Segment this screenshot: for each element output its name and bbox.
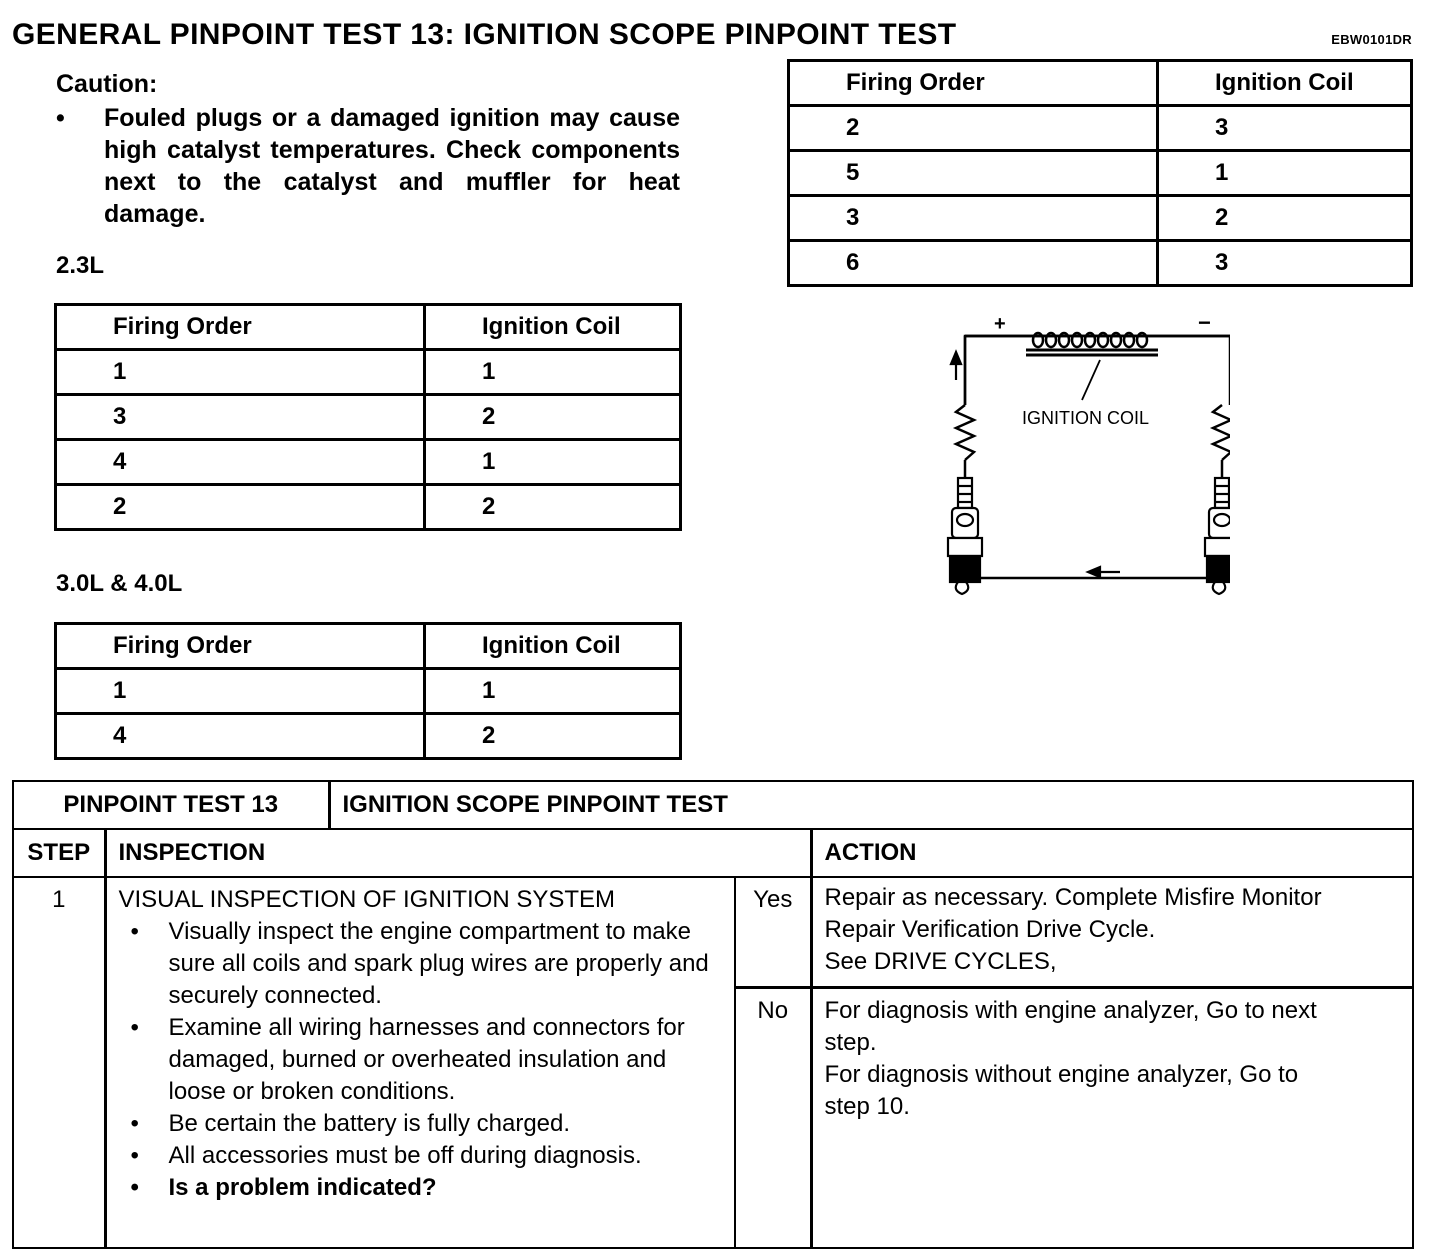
column-header-action: ACTION: [811, 829, 1413, 877]
pinpoint-test-name: IGNITION SCOPE PINPOINT TEST: [329, 781, 1413, 829]
table-row: [56, 485, 681, 530]
document-code: EBW0101DR: [1331, 32, 1412, 47]
header-ignition-coil: Ignition Coil: [1158, 61, 1412, 106]
no-action-line: step.: [824, 1029, 877, 1056]
table-row: [56, 395, 681, 440]
pinpoint-test-id: PINPOINT TEST 13: [13, 781, 329, 829]
table-row: [789, 106, 1412, 151]
cell-ignition-coil: 2: [425, 485, 681, 530]
table-row: [56, 440, 681, 485]
table-row: [789, 196, 1412, 241]
left-resistor: [956, 405, 974, 460]
cell-ignition-coil: 2: [425, 714, 681, 759]
inspection-list: [119, 916, 727, 1204]
firing-order-table-2-3l: [54, 303, 682, 531]
no-action-line: For diagnosis without engine analyzer, Go to: [824, 1061, 1299, 1088]
section-label-3-0l-4-0l: 3.0L & 4.0L: [56, 570, 183, 597]
cell-firing-order: 6: [789, 241, 1158, 286]
cell-firing-order: 4: [56, 440, 425, 485]
caution-label: Caution:: [56, 70, 158, 98]
table-row: [789, 241, 1412, 286]
no-action: [811, 988, 1413, 1249]
list-item: • Be certain the battery is fully charged.: [119, 1108, 727, 1140]
header-firing-order: Firing Order: [56, 305, 425, 350]
no-action-line: step 10.: [824, 1093, 910, 1120]
cell-ignition-coil: 1: [425, 350, 681, 395]
table-header-row: [789, 61, 1412, 106]
no-label: No: [735, 988, 811, 1249]
right-resistor: [1213, 405, 1230, 460]
yes-action-line: See DRIVE CYCLES,: [824, 948, 1057, 975]
step-number: 1: [13, 877, 105, 1248]
cell-firing-order: 3: [56, 395, 425, 440]
table-row: [56, 669, 681, 714]
cell-ignition-coil: 1: [1158, 151, 1412, 196]
yes-action: [811, 877, 1413, 988]
page-title: GENERAL PINPOINT TEST 13: IGNITION SCOPE PINPOINT TEST: [12, 18, 957, 51]
table-row: [56, 714, 681, 759]
firing-order-table-continued: [787, 59, 1413, 287]
cell-firing-order: 2: [56, 485, 425, 530]
list-item: • Visually inspect the engine compartment to make sure all coils and spark plug wires are properly and securely connected.: [119, 916, 727, 1012]
column-header-inspection: INSPECTION: [105, 829, 811, 877]
yes-label: Yes: [735, 877, 811, 988]
minus-sign: −: [1198, 310, 1211, 335]
ignition-coil-circuit-diagram: [930, 310, 1230, 620]
cell-ignition-coil: 2: [1158, 196, 1412, 241]
cell-ignition-coil: 3: [1158, 106, 1412, 151]
ignition-coil-label: IGNITION COIL: [1022, 408, 1150, 428]
right-spark-plug-icon: [1205, 478, 1230, 594]
cell-firing-order: 3: [789, 196, 1158, 241]
list-item: • All accessories must be off during diagnosis.: [119, 1140, 727, 1172]
header-firing-order: Firing Order: [789, 61, 1158, 106]
caution-text: Fouled plugs or a damaged ignition may cause high catalyst temperatures. Check components next to the catalyst and muffler for heat damage.: [104, 104, 680, 228]
list-item: • Examine all wiring harnesses and connectors for damaged, burned or overheated insulation and loose or broken conditions.: [119, 1012, 727, 1108]
pinpoint-test-table: [12, 780, 1414, 1249]
cell-firing-order: 1: [56, 350, 425, 395]
cell-firing-order: 4: [56, 714, 425, 759]
section-label-2-3l: 2.3L: [56, 252, 105, 279]
header-firing-order: Firing Order: [56, 624, 425, 669]
no-action-line: For diagnosis with engine analyzer, Go to next: [824, 997, 1317, 1024]
yes-action-line: Repair as necessary. Complete Misfire Monitor: [824, 884, 1322, 911]
left-wire: [965, 336, 1230, 405]
cell-ignition-coil: 3: [1158, 241, 1412, 286]
table-row: [789, 151, 1412, 196]
left-spark-plug-icon: [948, 478, 982, 594]
table-row: [56, 350, 681, 395]
firing-order-table-3-0l-4-0l: [54, 622, 682, 760]
header-ignition-coil: Ignition Coil: [425, 305, 681, 350]
inspection-title: VISUAL INSPECTION OF IGNITION SYSTEM: [118, 886, 616, 913]
cell-ignition-coil: 2: [425, 395, 681, 440]
list-item: • Is a problem indicated?: [119, 1172, 727, 1204]
table-header-row: [56, 305, 681, 350]
plus-sign: +: [994, 313, 1006, 335]
cell-firing-order: 5: [789, 151, 1158, 196]
yes-action-line: Repair Verification Drive Cycle.: [824, 916, 1156, 943]
cell-firing-order: 2: [789, 106, 1158, 151]
cell-ignition-coil: 1: [425, 669, 681, 714]
cell-ignition-coil: 1: [425, 440, 681, 485]
header-ignition-coil: Ignition Coil: [425, 624, 681, 669]
caution-note: [56, 102, 680, 230]
column-header-step: STEP: [13, 829, 105, 877]
caution-bullet: •: [56, 104, 65, 132]
inspection-cell: [105, 877, 735, 1248]
current-arrows: [951, 352, 1230, 577]
table-header-row: [56, 624, 681, 669]
cell-firing-order: 1: [56, 669, 425, 714]
